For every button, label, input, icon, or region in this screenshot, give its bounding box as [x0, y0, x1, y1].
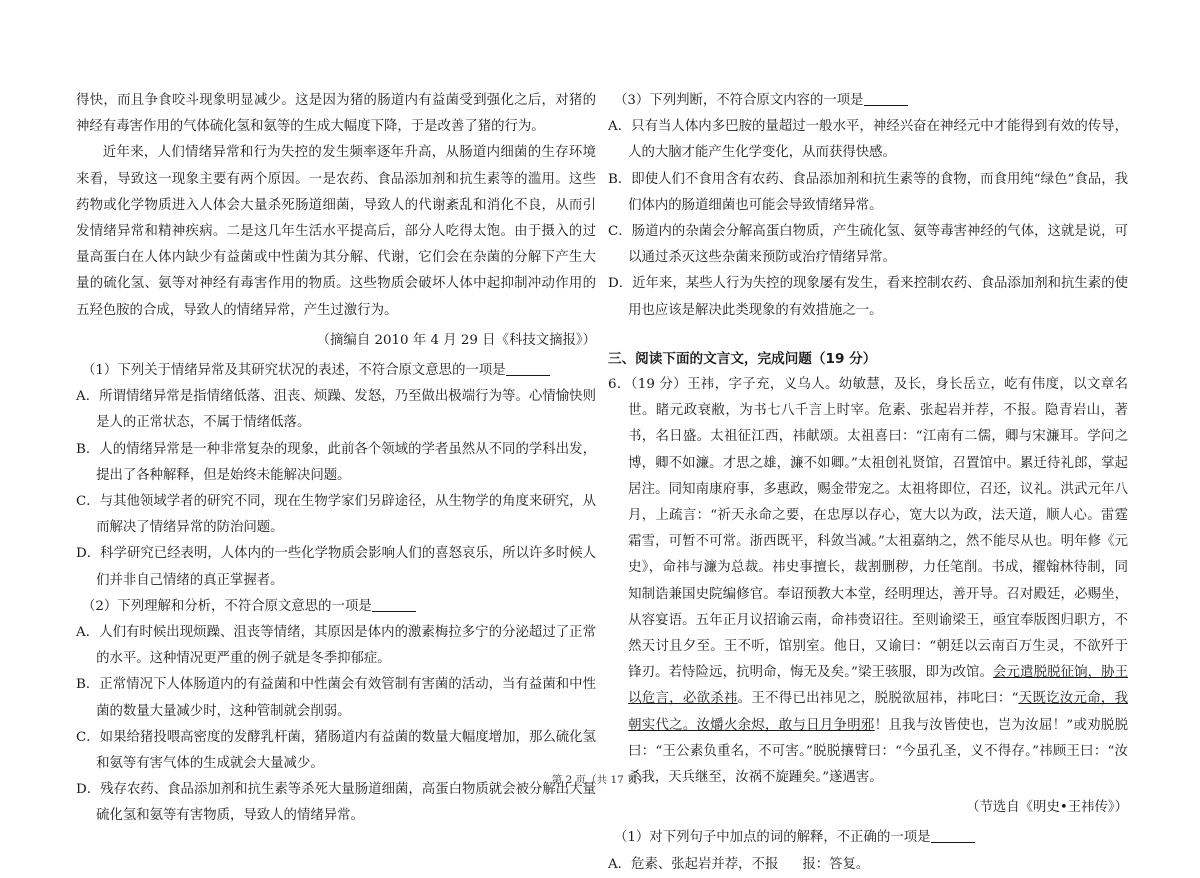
passage-text-end: ！且我与汝皆使也，岂为汝屈！”或劝脱脱曰：“王公素负重名，不可害。”脱脱攘臂曰：“今虽孔圣，义不得存。”祎顾王曰：“汝杀我，天兵继至，汝祸不旋踵矣。”遂遇害。 [628, 717, 1128, 786]
question-3 [608, 88, 1128, 114]
source-citation: （摘编自 2010 年 4 月 29 日《科技文摘报》） [316, 332, 596, 348]
q1-option-c: C．与其他领域学者的研究不同，现在生物学家们另辟途径，从生物学的角度来研究，从而解决了情绪异常的防治问题。 [76, 494, 596, 536]
question-1-text: （1）下列关于情绪异常及其研究状况的表述，不符合原文意思的一项是 [82, 363, 506, 379]
answer-blank [372, 597, 416, 612]
q3-option-a: A．只有当人体内多巴胺的量超过一般水平，神经兴奋在神经元中才能得到有效的传导，人的大脑才能产生化学变化，从而获得快感。 [608, 119, 1128, 161]
sub-question-1-text: （1）对下列句子中加点的词的解释，不正确的一项是 [614, 830, 931, 846]
page-footer: 第 2 页（共 17 页） [551, 774, 649, 786]
option-a-sentence: A．危素、张起岩并荐，不报 [608, 856, 779, 872]
right-column [608, 88, 1128, 878]
underlined-sentence-1: 会元遣脱脱征饷，胁王以危言，必欲杀祎 [628, 665, 1128, 707]
classical-passage [608, 372, 1128, 791]
q1-option-a: A．所谓情绪异常是指情绪低落、沮丧、烦躁、发怒，乃至做出极端行为等。心情愉快则是人的正常状态，不属于情绪低落。 [76, 389, 596, 431]
option-a-explanation: 报：答复。 [802, 856, 870, 872]
passage-text-mid: 。王不得已出祎见之，脱脱欲屈祎，祎叱曰：“ [737, 691, 1019, 707]
passage-text: 6．（19 分）王祎，字子充，义乌人。幼敏慧，及长，身长岳立，屹有伟度，以文章名世。睹元政衰敝，为书七八千言上时宰。危素、张起岩并荐，不报。隐青岩山，著书，名日盛。太祖征江西，祎献颂。太祖喜曰：“江南有二儒，卿与宋濂耳。学问之博，卿不如濂。才思之雄，濂不如卿。”太祖创礼贤馆，召置馆中。累迁待礼郎，掌起居注。同知南康府事，多惠政，赐金带宠之。太祖将即位，召还，议礼。洪武元年八月，上疏言：“祈天永命之要，在忠厚以存心，宽大以为政，法天道，顺人心。雷霆霜雪，可暂不可常。浙西既平，科敛当减。”太祖嘉纳之，然不能尽从也。明年修《元史》，命祎与濂为总裁。祎史事擅长，裁割删秽，力任笔削。书成，擢翰林待制，同知制诰兼国史院编修官。奉诏预教大本堂，经明理达，善开导。召对殿廷，必赐坐，从容宴语。五年正月议招谕云南，命祎赍诏往。至则谕梁王，亟宜奉版图归职方，不然天讨且夕至。王不听，馆别室。他日，又谕曰：“朝廷以云南百万生灵，不欲歼于锋刃。若恃险远，抗明命，悔无及矣。”梁王骇服，即为改馆。 [608, 377, 1128, 681]
question-3-text: （3）下列判断，不符合原文内容的一项是 [614, 93, 864, 108]
q3-option-d: D．近年来，某些人行为失控的现象屡有发生，看来控制农药、食品添加剂和抗生素的使用也应该是解决此类现象的有效措施之一。 [608, 276, 1128, 318]
answer-blank [931, 828, 975, 843]
question-1 [76, 358, 596, 384]
passage-source: （节选自《明史•王祎传》） [966, 800, 1128, 816]
answer-blank [864, 91, 908, 106]
section-heading: 三、阅读下面的文言文，完成问题（19 分） [608, 350, 877, 367]
question-2 [76, 594, 596, 620]
answer-blank [506, 361, 550, 376]
left-column [76, 88, 596, 830]
q1-option-d: D．科学研究已经表明，人体内的一些化学物质会影响人们的喜怒哀乐，所以许多时候人们并非自己情绪的真正掌握者。 [76, 546, 596, 588]
sub-question-1-option-a [608, 852, 1128, 878]
q2-option-b: B．正常情况下人体肠道内的有益菌和中性菌会有效管制有害菌的活动，当有益菌和中性菌的数量大量减少时，这种管制就会削弱。 [76, 677, 596, 719]
reading-paragraph-1: 得快，而且争食咬斗现象明显减少。这是因为猪的肠道内有益菌受到强化之后，对猪的神经有毒害作用的气体硫化氢和氨等的生成大幅度下降，于是改善了猪的行为。 [76, 93, 596, 135]
underlined-sentence-2: 天既讫汝元命，我朝实代之。汝爝火余烬，敢与日月争明邪 [628, 691, 1129, 733]
q3-option-c: C．肠道内的杂菌会分解高蛋白物质，产生硫化氢、氨等毒害神经的气体，这就是说，可以通过杀灭这些杂菌来预防或治疗情绪异常。 [608, 224, 1128, 266]
q1-option-b: B．人的情绪异常是一种非常复杂的现象，此前各个领域的学者虽然从不同的学科出发，提出了各种解释，但是始终未能解决问题。 [76, 441, 596, 483]
q2-option-a: A．人们有时候出现烦躁、沮丧等情绪，其原因是体内的激素梅拉多宁的分泌超过了正常的水平。这种情况更严重的例子就是冬季抑郁症。 [76, 625, 596, 667]
q3-option-b: B．即使人们不食用含有农药、食品添加剂和抗生素等的食物，而食用纯“绿色”食品，我们体内的肠道细菌也可能会导致情绪异常。 [608, 171, 1128, 213]
reading-paragraph-2: 近年来，人们情绪异常和行为失控的发生频率逐年升高，从肠道内细菌的生存环境来看，导致这一现象主要有两个原因。一是农药、食品添加剂和抗生素等的滥用。这些药物或化学物质进入人体会大量杀死肠道细菌，导致人的代谢紊乱和消化不良，从而引发情绪异常和精神疾病。二是这几年生活水平提高后，部分人吃得太饱。由于摄入的过量高蛋白在人体内缺少有益菌或中性菌为其分解、代谢，它们会在杂菌的分解下产生大量的硫化氢、氨等对神经有毒害作用的物质。这些物质会破坏人体中起抑制冲动作用的五羟色胺的合成，导致人的情绪异常，产生过激行为。 [76, 145, 596, 318]
question-2-text: （2）下列理解和分析，不符合原文意思的一项是 [82, 598, 372, 614]
q2-option-c: C．如果给猪投喂高密度的发酵乳杆菌，猪肠道内有益菌的数量大幅度增加，那么硫化氢和氨等有害气体的生成就会大量减少。 [76, 729, 596, 772]
q2-option-d: D．残存农药、食品添加剂和抗生素等杀死大量肠道细菌，高蛋白物质就会被分解出大量硫化氢和氨等有害物质，导致人的情绪异常。 [76, 782, 596, 824]
